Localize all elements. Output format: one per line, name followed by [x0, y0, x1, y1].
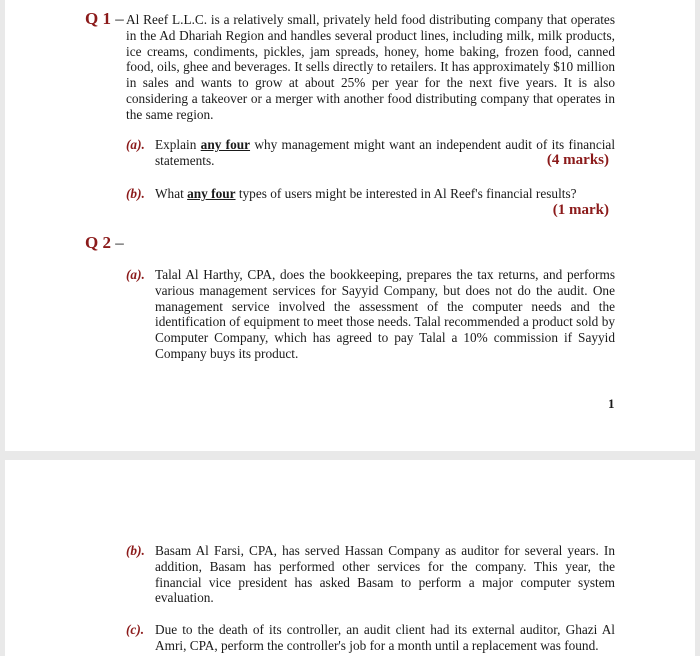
q1-number: Q 1 [85, 9, 111, 28]
q2a-text: Talal Al Harthy, CPA, does the bookkeeping, prepares the tax returns, and performs various management services for Sayyid Company, but does not do the audit. One management service involved the assessment of the computer needs and the identification of equipment to meet those needs. Talal recommended a product sold by Computer Company, which has agreed to pay Talal a 10% commission if Sayyid Company buys its product. [155, 267, 615, 361]
q1b-marks: (1 mark) [552, 202, 609, 218]
q1-label [85, 9, 124, 29]
q2c-text: Due to the death of its controller, an audit client had its external auditor, Ghazi Al Amri, CPA, perform the controller's job for a month until a replacement was found. [155, 622, 615, 653]
q1-stem: Al Reef L.L.C. is a relatively small, privately held food distributing company that operates in the Ad Dhariah Region and handles several product lines, including milk, milk products, ice creams, condiments, pickles, jam spreads, honey, home baking, frozen food, canned food, oils, ghee and beverages. It sells directly to retailers. It has approximately $10 million in sales and wants to grow at about 25% per year for the next five years. It is also considering a takeover or a merger with another food distributing company that operates in the same region. [126, 12, 615, 122]
q1b-emphasis: any four [187, 186, 236, 201]
q1a-label: (a). [126, 137, 145, 152]
page-2 [5, 460, 695, 656]
q1a-marks: (4 marks) [546, 152, 609, 168]
q1b-before: What [155, 186, 184, 201]
q1b-text [155, 186, 615, 202]
q2c-label: (c). [126, 622, 145, 637]
page-number: 1 [608, 396, 615, 411]
q1b-label: (b). [126, 186, 145, 201]
q2b-label: (b). [126, 543, 145, 558]
q2a-label: (a). [126, 267, 145, 282]
q1a-after: why management might want an independent audit of its financial statements. [155, 137, 616, 168]
q2-number: Q 2 [85, 233, 111, 252]
page-divider [0, 451, 700, 460]
q2b-text: Basam Al Farsi, CPA, has served Hassan Company as auditor for several years. In addition, Basam has performed other services for the company. This year, the financial vice president has asked Basam to perform a major computer system evaluation. [155, 543, 615, 606]
q1a-emphasis: any four [200, 137, 251, 152]
q1b-after: types of users might be interested in Al Reef's financial results? [238, 186, 577, 201]
q2-label [85, 233, 124, 253]
q2-dash: – [115, 233, 124, 252]
q1a-before: Explain [155, 137, 197, 152]
page-1 [5, 0, 695, 451]
q1-dash: – [115, 9, 124, 28]
